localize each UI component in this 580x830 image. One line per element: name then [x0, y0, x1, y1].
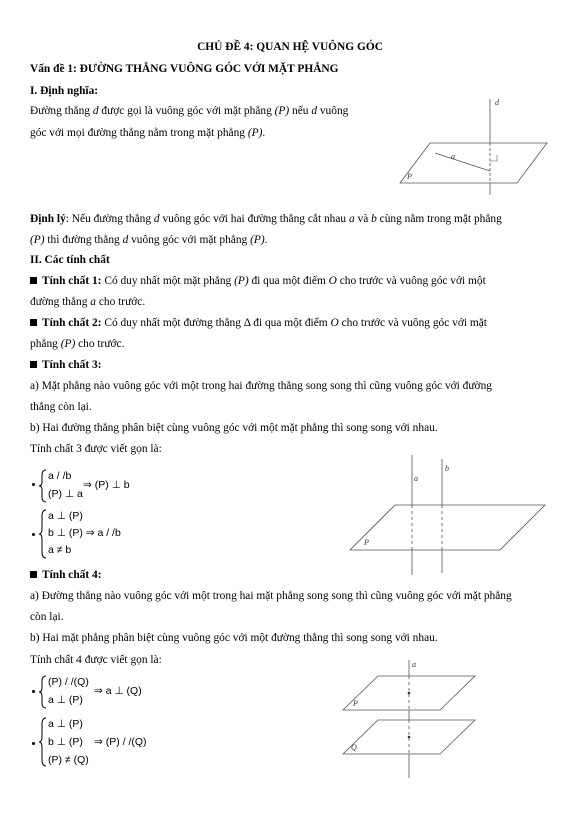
fig2-label-b: b	[445, 464, 449, 473]
fig3-label-a: a	[412, 660, 416, 669]
bullet-dot-icon	[32, 690, 35, 693]
subtitle: Vấn đề 1: ĐƯỜNG THẲNG VUÔNG GÓC VỚI MẶT PHẲNG	[30, 63, 339, 75]
square-bullet-icon	[30, 571, 37, 578]
property-2-line-1: Tính chất 2: Có duy nhất một đường thẳng Δ đi qua một điểm O cho trước và vuông góc với mặt	[30, 316, 487, 330]
right-angle-mark	[490, 155, 497, 161]
definition-line-1: Đường thẳng d được gọi là vuông góc với mặt phẳng (P) nếu d vuông	[30, 105, 349, 117]
property-1-line-2: đường thẳng a cho trước.	[30, 296, 146, 308]
fig1-label-a: a	[451, 152, 455, 161]
prop4-sys1-line1: (P) / /(Q)	[48, 676, 89, 688]
theorem-line-1: Định lý: Nếu đường thẳng d vuông góc với hai đường thẳng cắt nhau a và b cùng nằm trong mặt phẳng	[30, 213, 502, 225]
prop4-sys2-line2: b ⊥ (P)	[48, 736, 83, 748]
page-title: CHỦ ĐỀ 4: QUAN HỆ VUÔNG GÓC	[197, 41, 383, 53]
section-properties-heading: II. Các tính chất	[30, 254, 110, 266]
fig1-label-d: d	[495, 98, 499, 107]
fig2-label-p: P	[364, 538, 369, 547]
square-bullet-icon	[30, 277, 37, 284]
prop3-sys1-line1: a / /b	[48, 470, 72, 482]
intersection-point-p	[408, 692, 411, 695]
line-a	[435, 153, 490, 171]
property-4-heading: Tính chất 4:	[30, 568, 102, 582]
square-bullet-icon	[30, 319, 37, 326]
prop3-sys2-line3: a ≠ b	[48, 544, 72, 556]
brace-icon	[38, 509, 48, 559]
property-3-b-line: b) Hai đường thẳng phân biệt cùng vuông góc với một mặt phẳng thì song song với nhau.	[30, 422, 438, 434]
prop3-sys2-line1: a ⊥ (P)	[48, 510, 83, 522]
property-4-b-line: b) Hai mặt phẳng phân biệt cùng vuông góc với một đường thẳng thì song song với nhau.	[30, 632, 438, 644]
prop4-sys2-result: ⇒ (P) / /(Q)	[94, 736, 147, 748]
prop3-sys2-line2: b ⊥ (P) ⇒ a / /b	[48, 527, 121, 539]
prop3-sys1-line2: (P) ⊥ a	[48, 488, 83, 500]
intersection-point-q	[408, 736, 411, 739]
bullet-dot-icon	[32, 533, 35, 536]
fig1-label-p: P	[407, 172, 412, 181]
property-3-summary: Tính chất 3 được viết gọn là:	[30, 443, 162, 455]
property-3-a-line-2: thẳng còn lại.	[30, 401, 92, 413]
prop4-sys2-line1: a ⊥ (P)	[48, 718, 83, 730]
property-1-line-1: Tính chất 1: Có duy nhất một mặt phẳng (P) đi qua một điểm O cho trước và vuông góc với một	[30, 274, 486, 288]
fig3-label-p: P	[353, 699, 358, 708]
bullet-dot-icon	[32, 483, 35, 486]
prop4-sys1-line2: a ⊥ (P)	[48, 694, 83, 706]
brace-icon	[38, 469, 48, 503]
brace-icon	[38, 675, 48, 709]
prop4-sys1-result: ⇒ a ⊥ (Q)	[94, 685, 142, 697]
property-4-a-line-1: a) Đường thẳng nào vuông góc với một trong hai mặt phẳng song song thì cũng vuông góc với mặt phẳng	[30, 590, 512, 602]
bullet-dot-icon	[32, 742, 35, 745]
definition-line-2: góc với mọi đường thẳng nằm trong mặt phẳng (P).	[30, 127, 266, 139]
prop4-sys2-line3: (P) ≠ (Q)	[48, 754, 89, 766]
property-4-a-line-2: còn lại.	[30, 611, 64, 623]
fig3-label-q: Q	[351, 743, 357, 752]
brace-icon	[38, 717, 48, 767]
property-3-heading: Tính chất 3:	[30, 358, 102, 372]
theorem-line-2: (P) thì đường thẳng d vuông góc với mặt phẳng (P).	[30, 234, 268, 246]
property-2-line-2: phẳng (P) cho trước.	[30, 338, 125, 350]
figure-line-perpendicular-plane	[395, 95, 545, 195]
plane-p-shape	[400, 143, 547, 183]
square-bullet-icon	[30, 361, 37, 368]
fig2-label-a: a	[414, 474, 418, 483]
prop3-sys1-result: ⇒ (P) ⊥ b	[83, 479, 130, 491]
figure-line-perpendicular-two-planes	[340, 660, 480, 780]
property-4-summary: Tính chất 4 được viết gọn là:	[30, 654, 162, 666]
plane-p-shape	[350, 505, 545, 550]
property-3-a-line-1: a) Mặt phẳng nào vuông góc với một trong hai đường thẳng song song thì cũng vuông góc với đường	[30, 380, 492, 392]
figure-two-parallel-lines-plane	[350, 455, 550, 575]
section-definition-heading: I. Định nghĩa:	[30, 85, 99, 97]
